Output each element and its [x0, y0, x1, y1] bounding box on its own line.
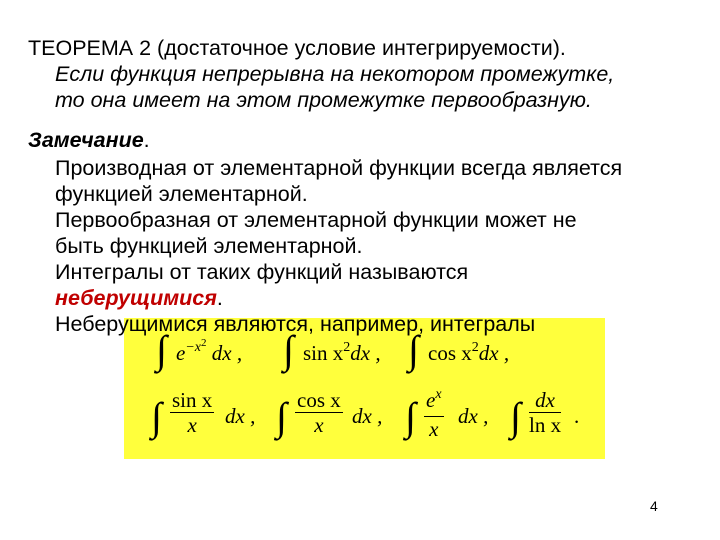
non-integrable-term: неберущимися — [55, 286, 217, 310]
formula-exp-neg-x2: $e^{-x^2}$ dx , — [176, 337, 243, 365]
integral-sign: ∫ — [156, 327, 167, 372]
integral-sign: ∫ — [405, 394, 416, 439]
theorem-heading: ТЕОРЕМА 2 (достаточное условие интегрируемости). — [28, 36, 566, 60]
integral-sign: ∫ — [151, 394, 162, 439]
integral-sign: ∫ — [510, 394, 521, 439]
period-mark: . — [574, 404, 580, 428]
remark-line-3: Первообразная от элементарной функции может не — [55, 208, 577, 232]
theorem-line-2: то она имеет на этом промежутке первообразную. — [55, 88, 592, 112]
integral-sign: ∫ — [283, 327, 294, 372]
dx-label: dx , — [225, 404, 256, 428]
formula-sinx-over-x: $\frac{\text{sin x}}{x}$ — [172, 388, 213, 437]
formula-ex-over-x: $\frac{e^x}{x}$ — [426, 387, 442, 441]
page-number: 4 — [650, 498, 658, 514]
remark-title-line — [28, 127, 150, 153]
formula-cos-x2: $\cos x^2dx$ , — [428, 340, 510, 365]
theorem-line-1: Если функция непрерывна на некотором промежутке, — [55, 62, 615, 86]
formula-dx-over-lnx: $\frac{dx}{\text{ln x}}$ — [529, 388, 562, 437]
formula-sin-x2: $\sin x^2dx$ , — [303, 340, 381, 365]
remark-title-suffix: . — [143, 128, 150, 152]
dx-label: dx , — [352, 404, 383, 428]
remark-line-4: быть функцией элементарной. — [55, 234, 363, 258]
dx-label: dx , — [458, 404, 489, 428]
formula-cosx-over-x: $\frac{\text{cos x}}{x}$ — [297, 388, 341, 437]
remark-line-1: Производная от элементарной функции всегда является — [55, 156, 623, 180]
remark-line-2: функцией элементарной. — [55, 182, 308, 206]
remark-term-line — [55, 285, 223, 311]
remark-line-5: Интегралы от таких функций называются — [55, 260, 469, 284]
integral-sign: ∫ — [408, 327, 419, 372]
remark-term-suffix: . — [216, 286, 223, 310]
remark-last-line: Неберущимися являются, например, интегралы — [55, 312, 536, 336]
remark-title: Замечание — [28, 128, 144, 152]
integral-sign: ∫ — [276, 394, 287, 439]
